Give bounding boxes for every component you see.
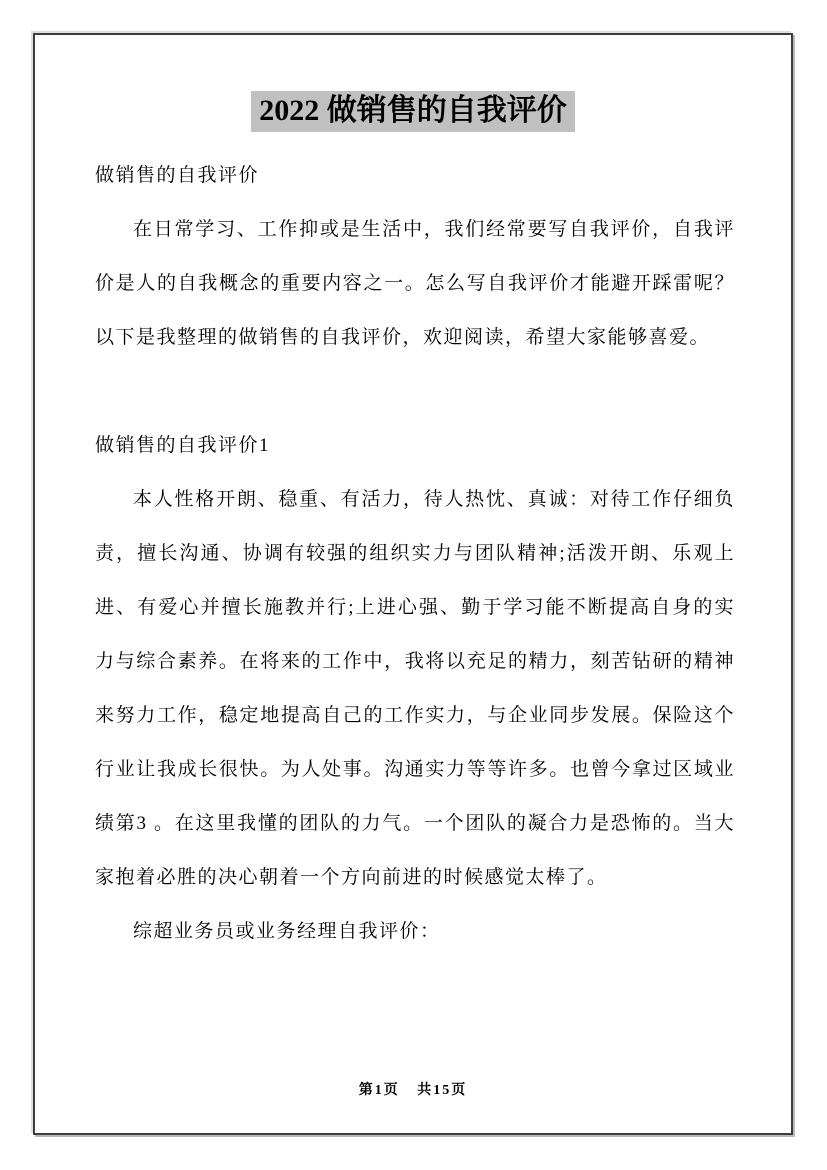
paragraph-lead: 做销售的自我评价 (95, 165, 260, 186)
page-footer (35, 1079, 791, 1099)
paragraph-subheading: 综超业务员或业务经理自我评价： (133, 921, 441, 942)
paragraph-body-1: 本人性格开朗、稳重、有活力，待人热忱、真诚：对待工作仔细负责，擅长沟通、协调有较强的组织实力与团队精神;活泼开朗、乐观上进、有爱心并擅长施教并行;上进心强、勤于学习能不断提高自身的实力与综合素养。在将来的工作中，我将以充足的精力，刻苦钻研的精神来努力工作，稳定地提高自己的工作实力，与企业同步发展。保险这个行业让我成长很快。为人处事。沟通实力等等许多。也曾今拿过区域业绩第3 。在这里我懂的团队的力气。一个团队的凝合力是恐怖的。当大家抱着必胜的决心朝着一个方向前进的时候感觉太棒了。 (95, 489, 735, 888)
document-body (35, 135, 791, 959)
paragraph-intro: 在日常学习、工作抑或是生活中，我们经常要写自我评价，自我评价是人的自我概念的重要内容之一。怎么写自我评价才能避开踩雷呢？以下是我整理的做销售的自我评价，欢迎阅读，希望大家能够喜爱。 (95, 219, 735, 348)
page-total: 共15页 (417, 1083, 468, 1098)
document-title-highlight: 2022 做销售的自我评价 (251, 91, 575, 132)
document-page (33, 33, 793, 1135)
document-title (35, 87, 791, 135)
page-number: 第1页 (358, 1083, 400, 1098)
section-heading-1: 做销售的自我评价1 (95, 435, 271, 456)
